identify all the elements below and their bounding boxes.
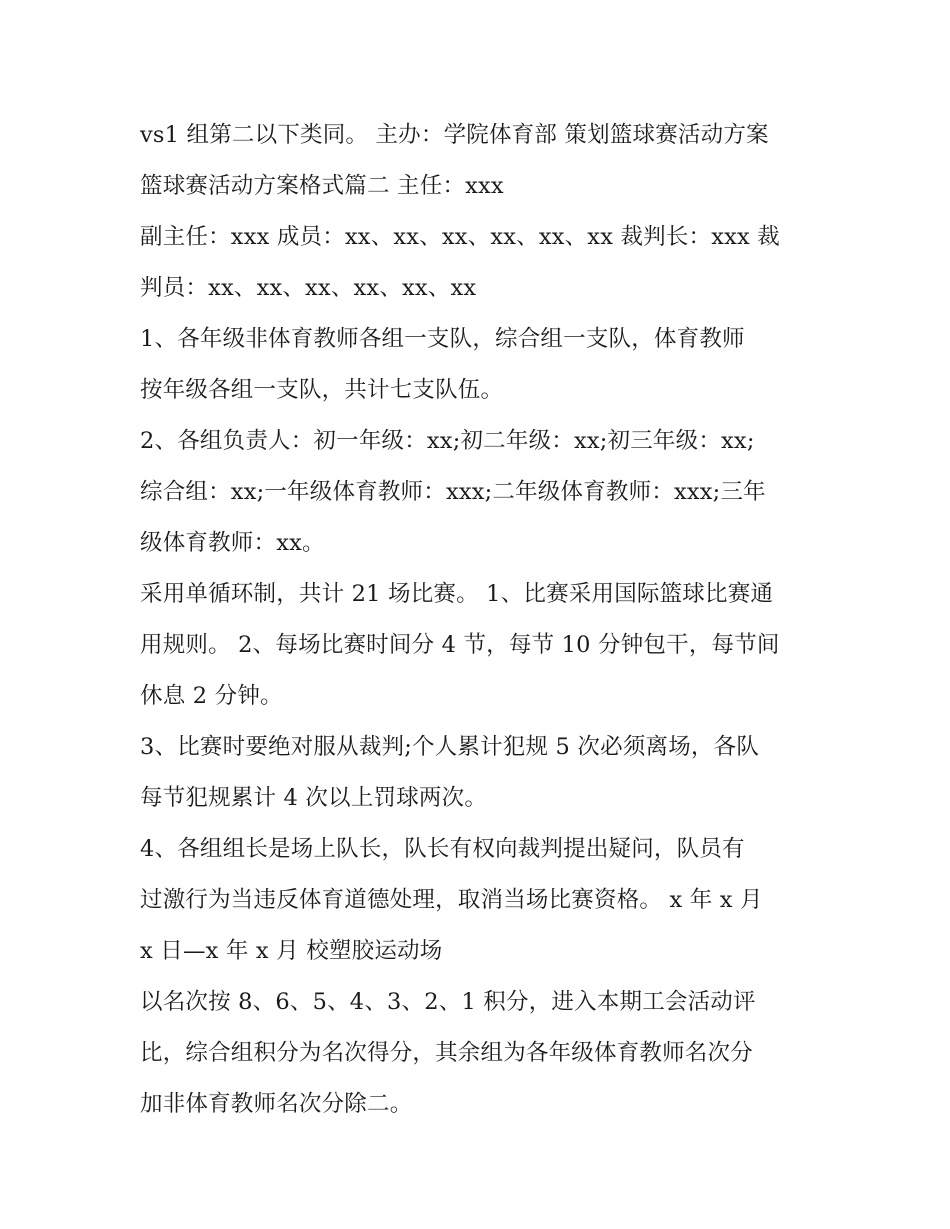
text-line-2: 篮球赛活动方案格式篇二 主任：xxx [140,173,504,199]
text-line-9: 级体育教师：xx。 [140,530,325,556]
text-line-20: 加非体育教师名次分除二。 [140,1091,413,1117]
document-body [140,110,830,1130]
text-line-12: 休息 2 分钟。 [140,683,283,709]
text-line-11: 用规则。 2、每场比赛时间分 4 节，每节 10 分钟包干，每节间 [140,632,780,658]
text-line-5: 1、各年级非体育教师各组一支队，综合组一支队，体育教师 [140,326,745,352]
text-line-4: 判员：xx、xx、xx、xx、xx、xx [140,275,477,301]
text-line-18: 以名次按 8、6、5、4、3、2、1 积分，进入本期工会活动评 [140,989,756,1015]
text-line-1: vs1 组第二以下类同。 主办：学院体育部 策划篮球赛活动方案 [140,122,769,148]
text-line-16: 过激行为当违反体育道德处理，取消当场比赛资格。 x 年 x 月 [140,887,763,913]
text-line-19: 比，综合组积分为名次得分，其余组为各年级体育教师名次分 [140,1040,753,1066]
text-line-15: 4、各组组长是场上队长，队长有权向裁判提出疑问，队员有 [140,836,745,862]
text-line-6: 按年级各组一支队，共计七支队伍。 [140,377,504,403]
text-line-17: x 日—x 年 x 月 校塑胶运动场 [140,938,443,964]
text-line-7: 2、各组负责人：初一年级：xx;初二年级：xx;初三年级：xx; [140,428,755,454]
text-line-10: 采用单循环制，共计 21 场比赛。 1、比赛采用国际篮球比赛通 [140,581,774,607]
text-line-8: 综合组：xx;一年级体育教师：xxx;二年级体育教师：xxx;三年 [140,479,766,505]
text-line-3: 副主任：xxx 成员：xx、xx、xx、xx、xx、xx 裁判长：xxx 裁 [140,224,780,250]
text-line-13: 3、比赛时要绝对服从裁判;个人累计犯规 5 次必须离场，各队 [140,734,760,760]
text-line-14: 每节犯规累计 4 次以上罚球两次。 [140,785,488,811]
